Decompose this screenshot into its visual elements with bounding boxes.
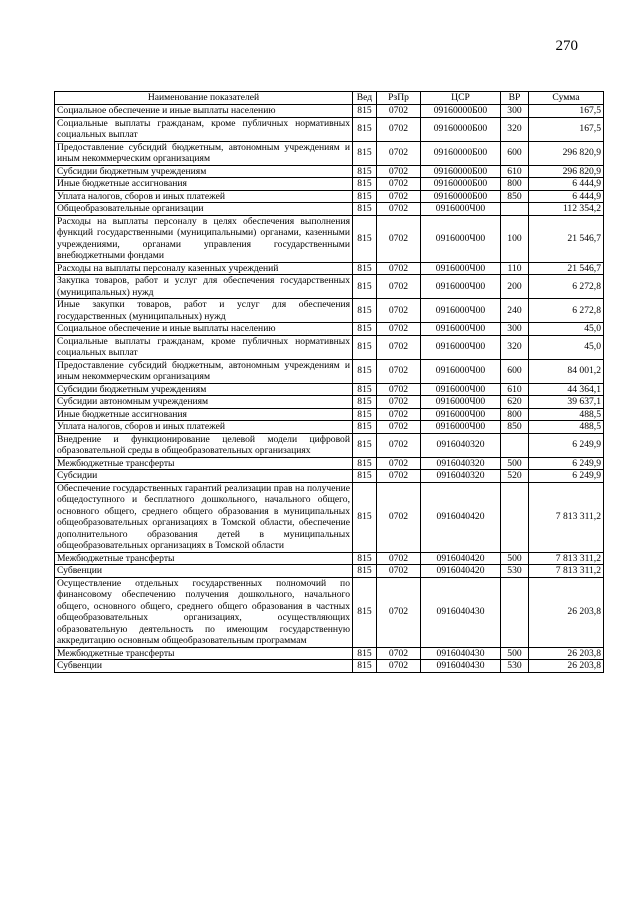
cell-ved: 815 — [353, 215, 377, 262]
cell-sum: 7 813 311,2 — [529, 482, 604, 552]
cell-ved: 815 — [353, 482, 377, 552]
cell-name: Межбюджетные трансферты — [55, 457, 353, 470]
cell-name: Осуществление отдельных государственных полномочий по финансовому обеспечению получения дошкольного, начального общего, основного общего, среднего общего образования в частных общеобразовательных организациях, осуществляющих образовательную деятельность по имеющим государственную аккредитацию основным общеобразовательным программам — [55, 577, 353, 647]
table-row — [55, 565, 604, 578]
table-row — [55, 552, 604, 565]
cell-name: Межбюджетные трансферты — [55, 552, 353, 565]
cell-name: Иные бюджетные ассигнования — [55, 408, 353, 421]
cell-sum: 45,0 — [529, 335, 604, 359]
table-row — [55, 457, 604, 470]
cell-vr: 600 — [501, 359, 529, 383]
table-header-row — [55, 92, 604, 105]
cell-ved: 815 — [353, 577, 377, 647]
table-row — [55, 299, 604, 323]
cell-rzpr: 0702 — [377, 470, 421, 483]
cell-name: Межбюджетные трансферты — [55, 647, 353, 660]
cell-name: Субвенции — [55, 660, 353, 673]
cell-ved: 815 — [353, 470, 377, 483]
table-row — [55, 359, 604, 383]
cell-sum: 296 820,9 — [529, 141, 604, 165]
cell-name: Социальные выплаты гражданам, кроме публичных нормативных социальных выплат — [55, 335, 353, 359]
table-row — [55, 470, 604, 483]
cell-sum: 21 546,7 — [529, 215, 604, 262]
cell-csr: 0916000Ч00 — [421, 396, 501, 409]
cell-sum: 7 813 311,2 — [529, 565, 604, 578]
cell-vr: 620 — [501, 396, 529, 409]
cell-ved: 815 — [353, 552, 377, 565]
cell-name: Социальное обеспечение и иные выплаты населению — [55, 323, 353, 336]
cell-ved: 815 — [353, 335, 377, 359]
cell-rzpr: 0702 — [377, 299, 421, 323]
header-ved: Вед — [353, 92, 377, 105]
cell-name: Закупка товаров, работ и услуг для обеспечения государственных (муниципальных) нужд — [55, 275, 353, 299]
cell-vr: 240 — [501, 299, 529, 323]
table-row — [55, 408, 604, 421]
table-row — [55, 105, 604, 118]
cell-vr: 500 — [501, 552, 529, 565]
cell-vr: 530 — [501, 565, 529, 578]
cell-csr: 0916000Ч00 — [421, 421, 501, 434]
cell-name: Уплата налогов, сборов и иных платежей — [55, 421, 353, 434]
table-body — [55, 105, 604, 673]
cell-ved: 815 — [353, 141, 377, 165]
cell-csr: 0916040420 — [421, 552, 501, 565]
cell-ved: 815 — [353, 117, 377, 141]
cell-name: Общеобразовательные организации — [55, 203, 353, 216]
table-row — [55, 396, 604, 409]
cell-csr: 0916000Ч00 — [421, 262, 501, 275]
cell-csr: 0916040320 — [421, 470, 501, 483]
cell-rzpr: 0702 — [377, 421, 421, 434]
table-row — [55, 215, 604, 262]
cell-vr — [501, 433, 529, 457]
table-row — [55, 421, 604, 434]
cell-vr: 500 — [501, 647, 529, 660]
cell-rzpr: 0702 — [377, 203, 421, 216]
cell-sum: 6 249,9 — [529, 433, 604, 457]
cell-sum: 296 820,9 — [529, 165, 604, 178]
cell-ved: 815 — [353, 105, 377, 118]
cell-name: Субсидии — [55, 470, 353, 483]
cell-name: Субсидии автономным учреждениям — [55, 396, 353, 409]
cell-rzpr: 0702 — [377, 383, 421, 396]
cell-sum: 167,5 — [529, 105, 604, 118]
cell-sum: 112 354,2 — [529, 203, 604, 216]
table-row — [55, 335, 604, 359]
cell-sum: 6 444,9 — [529, 190, 604, 203]
cell-sum: 7 813 311,2 — [529, 552, 604, 565]
cell-rzpr: 0702 — [377, 660, 421, 673]
cell-rzpr: 0702 — [377, 408, 421, 421]
table-row — [55, 660, 604, 673]
header-rzpr: РзПр — [377, 92, 421, 105]
cell-rzpr: 0702 — [377, 190, 421, 203]
cell-ved: 815 — [353, 383, 377, 396]
table-row — [55, 323, 604, 336]
cell-ved: 815 — [353, 408, 377, 421]
cell-sum: 26 203,8 — [529, 577, 604, 647]
cell-name: Субсидии бюджетным учреждениям — [55, 165, 353, 178]
cell-csr: 09160000Б00 — [421, 117, 501, 141]
cell-ved: 815 — [353, 433, 377, 457]
cell-csr: 09160000Б00 — [421, 178, 501, 191]
table-row — [55, 383, 604, 396]
cell-rzpr: 0702 — [377, 396, 421, 409]
table-row — [55, 165, 604, 178]
cell-vr: 850 — [501, 421, 529, 434]
cell-rzpr: 0702 — [377, 117, 421, 141]
cell-vr: 600 — [501, 141, 529, 165]
cell-rzpr: 0702 — [377, 482, 421, 552]
cell-name: Иные бюджетные ассигнования — [55, 178, 353, 191]
cell-name: Уплата налогов, сборов и иных платежей — [55, 190, 353, 203]
table-row — [55, 482, 604, 552]
cell-vr — [501, 482, 529, 552]
cell-csr: 0916000Ч00 — [421, 215, 501, 262]
cell-rzpr: 0702 — [377, 359, 421, 383]
cell-csr: 0916040320 — [421, 433, 501, 457]
cell-ved: 815 — [353, 647, 377, 660]
cell-ved: 815 — [353, 262, 377, 275]
cell-name: Субвенции — [55, 565, 353, 578]
cell-csr: 0916040430 — [421, 577, 501, 647]
cell-rzpr: 0702 — [377, 165, 421, 178]
cell-rzpr: 0702 — [377, 433, 421, 457]
table-row — [55, 262, 604, 275]
header-vr: ВР — [501, 92, 529, 105]
cell-ved: 815 — [353, 660, 377, 673]
cell-csr: 0916000Ч00 — [421, 323, 501, 336]
cell-name: Расходы на выплаты персоналу казенных учреждений — [55, 262, 353, 275]
cell-rzpr: 0702 — [377, 647, 421, 660]
cell-sum: 6 272,8 — [529, 275, 604, 299]
cell-vr — [501, 203, 529, 216]
cell-csr: 09160000Б00 — [421, 141, 501, 165]
cell-csr: 0916040420 — [421, 565, 501, 578]
table-row — [55, 433, 604, 457]
cell-csr: 0916000Ч00 — [421, 383, 501, 396]
cell-sum: 21 546,7 — [529, 262, 604, 275]
cell-name: Расходы на выплаты персоналу в целях обеспечения выполнения функций государственными (муниципальными) органами, казенными учреждениями, органами управления государственными внебюджетными фондами — [55, 215, 353, 262]
cell-rzpr: 0702 — [377, 178, 421, 191]
cell-ved: 815 — [353, 457, 377, 470]
cell-sum: 6 249,9 — [529, 457, 604, 470]
cell-vr: 300 — [501, 323, 529, 336]
budget-table — [54, 91, 604, 673]
cell-vr: 200 — [501, 275, 529, 299]
cell-csr: 0916000Ч00 — [421, 203, 501, 216]
cell-ved: 815 — [353, 323, 377, 336]
cell-csr: 0916000Ч00 — [421, 299, 501, 323]
cell-vr: 850 — [501, 190, 529, 203]
cell-rzpr: 0702 — [377, 552, 421, 565]
cell-csr: 0916040430 — [421, 647, 501, 660]
cell-ved: 815 — [353, 203, 377, 216]
cell-vr — [501, 577, 529, 647]
header-sum: Сумма — [529, 92, 604, 105]
cell-sum: 26 203,8 — [529, 660, 604, 673]
table-row — [55, 577, 604, 647]
cell-ved: 815 — [353, 565, 377, 578]
cell-ved: 815 — [353, 165, 377, 178]
cell-rzpr: 0702 — [377, 335, 421, 359]
table-row — [55, 190, 604, 203]
cell-name: Предоставление субсидий бюджетным, автономным учреждениям и иным некоммерческим организациям — [55, 359, 353, 383]
cell-rzpr: 0702 — [377, 565, 421, 578]
cell-ved: 815 — [353, 190, 377, 203]
cell-csr: 09160000Б00 — [421, 165, 501, 178]
cell-ved: 815 — [353, 275, 377, 299]
cell-vr: 320 — [501, 117, 529, 141]
cell-name: Субсидии бюджетным учреждениям — [55, 383, 353, 396]
table-row — [55, 178, 604, 191]
cell-ved: 815 — [353, 299, 377, 323]
cell-csr: 0916000Ч00 — [421, 335, 501, 359]
cell-ved: 815 — [353, 421, 377, 434]
cell-csr: 09160000Б00 — [421, 105, 501, 118]
table-row — [55, 647, 604, 660]
cell-ved: 815 — [353, 396, 377, 409]
cell-csr: 0916000Ч00 — [421, 359, 501, 383]
cell-name: Иные закупки товаров, работ и услуг для обеспечения государственных (муниципальных) нужд — [55, 299, 353, 323]
cell-vr: 110 — [501, 262, 529, 275]
cell-name: Обеспечение государственных гарантий реализации прав на получение общедоступного и бесплатного дошкольного, начального общего, основного общего, среднего общего образования в муниципальных общеобразовательных организациях в Томской области, обеспечение дополнительного образования детей в муниципальных общеобразовательных организациях в Томской области — [55, 482, 353, 552]
cell-sum: 6 249,9 — [529, 470, 604, 483]
cell-sum: 84 001,2 — [529, 359, 604, 383]
cell-ved: 815 — [353, 359, 377, 383]
cell-vr: 610 — [501, 383, 529, 396]
cell-csr: 0916000Ч00 — [421, 408, 501, 421]
cell-vr: 500 — [501, 457, 529, 470]
cell-csr: 0916040430 — [421, 660, 501, 673]
cell-name: Предоставление субсидий бюджетным, автономным учреждениям и иным некоммерческим организациям — [55, 141, 353, 165]
cell-vr: 300 — [501, 105, 529, 118]
header-name: Наименование показателей — [55, 92, 353, 105]
cell-vr: 530 — [501, 660, 529, 673]
cell-rzpr: 0702 — [377, 577, 421, 647]
cell-rzpr: 0702 — [377, 215, 421, 262]
cell-name: Внедрение и функционирование целевой модели цифровой образовательной среды в общеобразовательных организациях — [55, 433, 353, 457]
cell-vr: 800 — [501, 408, 529, 421]
cell-sum: 45,0 — [529, 323, 604, 336]
cell-sum: 488,5 — [529, 408, 604, 421]
table-row — [55, 117, 604, 141]
header-csr: ЦСР — [421, 92, 501, 105]
cell-name: Социальные выплаты гражданам, кроме публичных нормативных социальных выплат — [55, 117, 353, 141]
cell-sum: 26 203,8 — [529, 647, 604, 660]
page-number: 270 — [555, 38, 578, 54]
cell-sum: 6 272,8 — [529, 299, 604, 323]
cell-ved: 815 — [353, 178, 377, 191]
cell-rzpr: 0702 — [377, 323, 421, 336]
table-row — [55, 275, 604, 299]
cell-sum: 167,5 — [529, 117, 604, 141]
cell-vr: 320 — [501, 335, 529, 359]
cell-vr: 100 — [501, 215, 529, 262]
table-row — [55, 203, 604, 216]
cell-rzpr: 0702 — [377, 105, 421, 118]
cell-csr: 0916040320 — [421, 457, 501, 470]
cell-sum: 6 444,9 — [529, 178, 604, 191]
table-row — [55, 141, 604, 165]
cell-sum: 488,5 — [529, 421, 604, 434]
cell-rzpr: 0702 — [377, 457, 421, 470]
cell-sum: 44 364,1 — [529, 383, 604, 396]
cell-vr: 800 — [501, 178, 529, 191]
cell-vr: 520 — [501, 470, 529, 483]
cell-vr: 610 — [501, 165, 529, 178]
cell-rzpr: 0702 — [377, 141, 421, 165]
cell-sum: 39 637,1 — [529, 396, 604, 409]
cell-csr: 0916040420 — [421, 482, 501, 552]
cell-rzpr: 0702 — [377, 262, 421, 275]
cell-csr: 0916000Ч00 — [421, 275, 501, 299]
cell-rzpr: 0702 — [377, 275, 421, 299]
cell-name: Социальное обеспечение и иные выплаты населению — [55, 105, 353, 118]
cell-csr: 09160000Б00 — [421, 190, 501, 203]
